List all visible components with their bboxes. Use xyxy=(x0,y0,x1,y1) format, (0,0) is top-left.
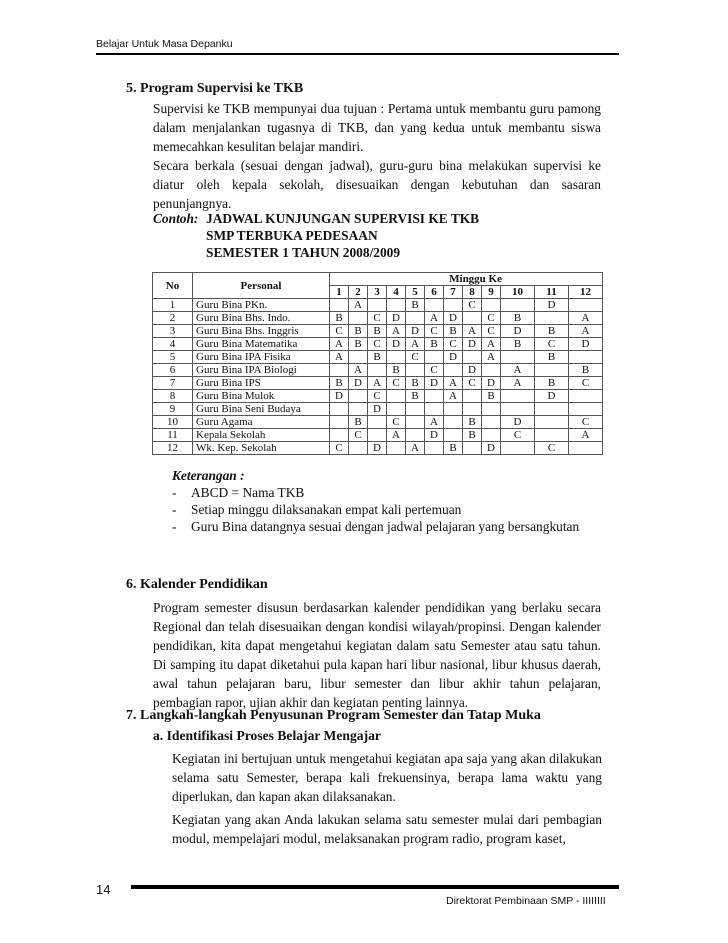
section-6-paragraph-1: Program semester disusun berdasarkan kalender pendidikan yang berlaku secara Regional dan telah disesuaikan dengan kondisi wilayah/propinsi. Dengan kalender pendidikan, kita dapat mengetahui kegiatan dalam satu Semester atau satu tahun. Di samping itu dapat diketahui pula kapan hari libur nasional, libur khusus daerah, awal tahun pelajaran baru, libur semester dan libur akhir tahun pelajaran, pembagian rapor, ujian akhir dan kegiatan penting lainnya. xyxy=(153,600,601,710)
schedule-cell xyxy=(387,390,406,403)
schedule-cell xyxy=(387,403,406,416)
row-number: 12 xyxy=(153,442,193,455)
schedule-cell: C xyxy=(444,338,463,351)
schedule-cell xyxy=(463,403,482,416)
schedule-cell xyxy=(387,299,406,312)
schedule-cell: B xyxy=(444,325,463,338)
section-6-title: 6. Kalender Pendidikan xyxy=(126,577,268,592)
row-number: 11 xyxy=(153,429,193,442)
schedule-cell: C xyxy=(482,312,501,325)
week-number: 5 xyxy=(406,286,425,299)
schedule-cell xyxy=(425,299,444,312)
week-number: 9 xyxy=(482,286,501,299)
schedule-cell xyxy=(387,351,406,364)
keterangan-item: - Setiap minggu dilaksanakan empat kali pertemuan xyxy=(172,502,462,517)
schedule-cell xyxy=(444,403,463,416)
schedule-cell xyxy=(463,312,482,325)
schedule-cell: C xyxy=(482,325,501,338)
schedule-cell: B xyxy=(406,390,425,403)
schedule-cell: B xyxy=(387,364,406,377)
running-header: Belajar Untuk Masa Depanku xyxy=(96,38,233,50)
section-5-paragraph-1: Supervisi ke TKB mempunyai dua tujuan : Pertama untuk membantu guru pamong dalam menjalankan tugasnya di TKB, dan yang kedua untuk membantu siswa memecahkan kesulitan belajar mandiri. xyxy=(153,101,601,154)
keterangan-item-text: ABCD = Nama TKB xyxy=(191,485,305,500)
schedule-cell: C xyxy=(463,377,482,390)
schedule-cell: A xyxy=(501,377,535,390)
schedule-cell xyxy=(501,403,535,416)
schedule-cell xyxy=(569,403,603,416)
schedule-cell xyxy=(406,312,425,325)
schedule-cell: B xyxy=(406,299,425,312)
schedule-cell: B xyxy=(349,338,368,351)
schedule-cell: B xyxy=(349,325,368,338)
col-header-personal: Personal xyxy=(193,273,330,299)
schedule-cell: D xyxy=(569,338,603,351)
section-5-body xyxy=(153,99,601,213)
table-row xyxy=(153,338,603,351)
schedule-cell: D xyxy=(349,377,368,390)
schedule-cell: C xyxy=(425,325,444,338)
schedule-cell: C xyxy=(535,338,569,351)
schedule-cell: A xyxy=(482,351,501,364)
schedule-cell: D xyxy=(463,338,482,351)
schedule-cell: B xyxy=(569,364,603,377)
row-number: 10 xyxy=(153,416,193,429)
row-number: 6 xyxy=(153,364,193,377)
schedule-cell: C xyxy=(368,338,387,351)
schedule-cell: C xyxy=(425,364,444,377)
keterangan-item-text: Guru Bina datangnya sesuai dengan jadwal pelajaran yang bersangkutan xyxy=(191,519,580,534)
week-number: 3 xyxy=(368,286,387,299)
schedule-cell xyxy=(349,312,368,325)
schedule-cell xyxy=(535,364,569,377)
schedule-cell: C xyxy=(569,377,603,390)
schedule-cell: D xyxy=(501,416,535,429)
schedule-cell xyxy=(501,351,535,364)
row-number: 3 xyxy=(153,325,193,338)
schedule-cell: B xyxy=(444,442,463,455)
schedule-cell: C xyxy=(535,442,569,455)
week-number: 12 xyxy=(569,286,603,299)
schedule-cell: A xyxy=(349,364,368,377)
schedule-cell xyxy=(569,442,603,455)
schedule-cell xyxy=(463,442,482,455)
footer-rule xyxy=(131,885,619,889)
schedule-cell: B xyxy=(535,351,569,364)
schedule-cell xyxy=(349,403,368,416)
schedule-cell: B xyxy=(349,416,368,429)
keterangan-block xyxy=(172,467,579,535)
week-number: 4 xyxy=(387,286,406,299)
schedule-cell xyxy=(482,429,501,442)
schedule-cell: C xyxy=(387,377,406,390)
schedule-cell: D xyxy=(425,377,444,390)
week-number: 7 xyxy=(444,286,463,299)
schedule-cell: D xyxy=(406,325,425,338)
schedule-cell: B xyxy=(501,338,535,351)
schedule-cell: B xyxy=(368,325,387,338)
schedule-cell: C xyxy=(387,416,406,429)
keterangan-item: - Guru Bina datangnya sesuai dengan jadwal pelajaran yang bersangkutan xyxy=(172,519,580,534)
schedule-cell xyxy=(501,442,535,455)
schedule-cell: C xyxy=(406,351,425,364)
schedule-cell xyxy=(368,416,387,429)
schedule-cell xyxy=(406,429,425,442)
subsection-a-paragraph-2: Kegiatan yang akan Anda lakukan selama satu semester mulai dari pembagian modul, mempelajari modul, melaksanakan program radio, program kaset, xyxy=(172,812,602,846)
schedule-cell xyxy=(501,390,535,403)
table-row xyxy=(153,416,603,429)
table-row xyxy=(153,299,603,312)
row-personal: Guru Bina IPA Fisika xyxy=(193,351,330,364)
schedule-cell: A xyxy=(387,325,406,338)
schedule-cell xyxy=(368,299,387,312)
table-row xyxy=(153,325,603,338)
schedule-cell: B xyxy=(330,312,349,325)
schedule-cell: B xyxy=(425,338,444,351)
schedule-cell: D xyxy=(387,312,406,325)
schedule-cell: B xyxy=(463,429,482,442)
schedule-cell xyxy=(425,442,444,455)
schedule-cell: D xyxy=(425,429,444,442)
week-number: 6 xyxy=(425,286,444,299)
section-5-title: 5. Program Supervisi ke TKB xyxy=(126,81,304,96)
row-personal: Kepala Sekolah xyxy=(193,429,330,442)
schedule-cell: A xyxy=(330,351,349,364)
schedule-cell xyxy=(349,351,368,364)
schedule-cell: B xyxy=(535,325,569,338)
schedule-cell xyxy=(444,364,463,377)
schedule-cell xyxy=(330,416,349,429)
col-header-minggu: Minggu Ke xyxy=(330,273,603,286)
schedule-cell xyxy=(406,416,425,429)
row-personal: Guru Bina Mulok xyxy=(193,390,330,403)
row-personal: Guru Bina IPS xyxy=(193,377,330,390)
table-row xyxy=(153,312,603,325)
schedule-cell: C xyxy=(349,429,368,442)
row-number: 1 xyxy=(153,299,193,312)
schedule-cell: A xyxy=(501,364,535,377)
schedule-cell xyxy=(349,442,368,455)
week-number: 1 xyxy=(330,286,349,299)
schedule-cell xyxy=(569,351,603,364)
schedule-cell: D xyxy=(482,377,501,390)
schedule-cell xyxy=(444,429,463,442)
schedule-cell: D xyxy=(444,351,463,364)
schedule-cell xyxy=(482,299,501,312)
keterangan-item: - ABCD = Nama TKB xyxy=(172,485,305,500)
schedule-cell xyxy=(569,299,603,312)
schedule-cell xyxy=(569,390,603,403)
schedule-cell: A xyxy=(444,377,463,390)
schedule-cell: A xyxy=(387,429,406,442)
col-header-no: No xyxy=(153,273,193,299)
row-number: 8 xyxy=(153,390,193,403)
week-number: 11 xyxy=(535,286,569,299)
schedule-cell xyxy=(425,403,444,416)
schedule-cell xyxy=(330,364,349,377)
schedule-cell: B xyxy=(368,351,387,364)
example-label: Contoh: xyxy=(153,211,199,226)
schedule-cell xyxy=(387,442,406,455)
row-number: 5 xyxy=(153,351,193,364)
schedule-cell: A xyxy=(349,299,368,312)
schedule-cell xyxy=(368,429,387,442)
row-personal: Guru Bina Matematika xyxy=(193,338,330,351)
schedule-cell xyxy=(368,364,387,377)
schedule-cell xyxy=(425,390,444,403)
row-number: 7 xyxy=(153,377,193,390)
schedule-cell xyxy=(482,403,501,416)
row-personal: Guru Bina Seni Budaya xyxy=(193,403,330,416)
row-personal: Wk. Kep. Sekolah xyxy=(193,442,330,455)
schedule-cell xyxy=(482,364,501,377)
row-number: 4 xyxy=(153,338,193,351)
schedule-cell xyxy=(535,312,569,325)
schedule-cell: A xyxy=(425,312,444,325)
section-6-body xyxy=(153,598,601,712)
schedule-cell xyxy=(406,403,425,416)
schedule-cell xyxy=(535,416,569,429)
schedule-cell xyxy=(444,416,463,429)
schedule-cell xyxy=(330,299,349,312)
schedule-cell: B xyxy=(406,377,425,390)
schedule-cell: B xyxy=(482,390,501,403)
table-row xyxy=(153,442,603,455)
section-5-paragraph-2: Secara berkala (sesuai dengan jadwal), guru-guru bina melakukan supervisi ke diatur oleh kepala sekolah, disesuaikan dengan kebutuhan dan sasaran penunjangnya. xyxy=(153,158,601,211)
row-number: 2 xyxy=(153,312,193,325)
schedule-cell: C xyxy=(463,299,482,312)
schedule-cell xyxy=(406,364,425,377)
row-personal: Guru Bina IPA Biologi xyxy=(193,364,330,377)
table-row xyxy=(153,377,603,390)
schedule-cell: C xyxy=(501,429,535,442)
schedule-cell: C xyxy=(330,442,349,455)
schedule-cell: C xyxy=(569,416,603,429)
schedule-cell xyxy=(535,403,569,416)
schedule-cell: A xyxy=(482,338,501,351)
subsection-a-paragraph-1: Kegiatan ini bertujuan untuk mengetahui kegiatan apa saja yang akan dilakukan selama satu Semester, berapa kali frekuensinya, berapa lama waktu yang diperlukan, dan kapan akan dilaksanakan. xyxy=(172,751,602,804)
schedule-cell: B xyxy=(330,377,349,390)
example-title-line-2: SMP TERBUKA PEDESAAN xyxy=(206,228,378,243)
page-number: 14 xyxy=(96,882,111,897)
schedule-cell: D xyxy=(463,364,482,377)
schedule-cell: D xyxy=(535,390,569,403)
schedule-cell: D xyxy=(387,338,406,351)
schedule-cell: A xyxy=(444,390,463,403)
subsection-a-title: a. Identifikasi Proses Belajar Mengajar xyxy=(153,728,381,743)
schedule-cell xyxy=(444,299,463,312)
schedule-cell xyxy=(535,429,569,442)
schedule-table xyxy=(152,272,603,455)
schedule-cell: D xyxy=(501,325,535,338)
row-personal: Guru Agama xyxy=(193,416,330,429)
table-row xyxy=(153,429,603,442)
schedule-cell xyxy=(501,299,535,312)
footer-text: Direktorat Pembinaan SMP - IIIIIIII xyxy=(446,895,606,907)
example-title-line-1: JADWAL KUNJUNGAN SUPERVISI KE TKB xyxy=(206,211,480,226)
table-row xyxy=(153,390,603,403)
schedule-cell xyxy=(463,390,482,403)
week-number: 10 xyxy=(501,286,535,299)
schedule-cell: D xyxy=(368,403,387,416)
schedule-cell: D xyxy=(535,299,569,312)
week-number: 8 xyxy=(463,286,482,299)
row-personal: Guru Bina Bhs. Inggris xyxy=(193,325,330,338)
subsection-a-body xyxy=(172,749,602,848)
schedule-cell: A xyxy=(425,416,444,429)
schedule-cell: A xyxy=(569,325,603,338)
schedule-cell: A xyxy=(569,429,603,442)
schedule-cell xyxy=(330,429,349,442)
row-number: 9 xyxy=(153,403,193,416)
week-number: 2 xyxy=(349,286,368,299)
schedule-cell: A xyxy=(463,325,482,338)
schedule-cell: D xyxy=(444,312,463,325)
schedule-cell: D xyxy=(482,442,501,455)
schedule-cell: A xyxy=(406,442,425,455)
schedule-cell: B xyxy=(535,377,569,390)
row-personal: Guru Bina Bhs. Indo. xyxy=(193,312,330,325)
schedule-cell xyxy=(349,390,368,403)
schedule-cell xyxy=(463,351,482,364)
example-title-line-3: SEMESTER 1 TAHUN 2008/2009 xyxy=(206,245,401,260)
keterangan-title: Keterangan : xyxy=(172,468,245,483)
schedule-cell: A xyxy=(330,338,349,351)
row-personal: Guru Bina PKn. xyxy=(193,299,330,312)
schedule-cell: C xyxy=(330,325,349,338)
schedule-cell: C xyxy=(368,312,387,325)
keterangan-item-text: Setiap minggu dilaksanakan empat kali pertemuan xyxy=(191,502,462,517)
table-row xyxy=(153,351,603,364)
schedule-cell xyxy=(425,351,444,364)
schedule-cell: D xyxy=(330,390,349,403)
schedule-cell: B xyxy=(463,416,482,429)
schedule-cell: A xyxy=(406,338,425,351)
schedule-cell xyxy=(482,416,501,429)
schedule-cell xyxy=(330,403,349,416)
section-7-title: 7. Langkah-langkah Penyusunan Program Semester dan Tatap Muka xyxy=(126,708,541,723)
table-row xyxy=(153,403,603,416)
schedule-cell: A xyxy=(569,312,603,325)
schedule-cell: B xyxy=(501,312,535,325)
schedule-cell: D xyxy=(368,442,387,455)
schedule-cell: A xyxy=(368,377,387,390)
table-row xyxy=(153,364,603,377)
header-rule xyxy=(96,53,619,55)
schedule-cell: C xyxy=(368,390,387,403)
